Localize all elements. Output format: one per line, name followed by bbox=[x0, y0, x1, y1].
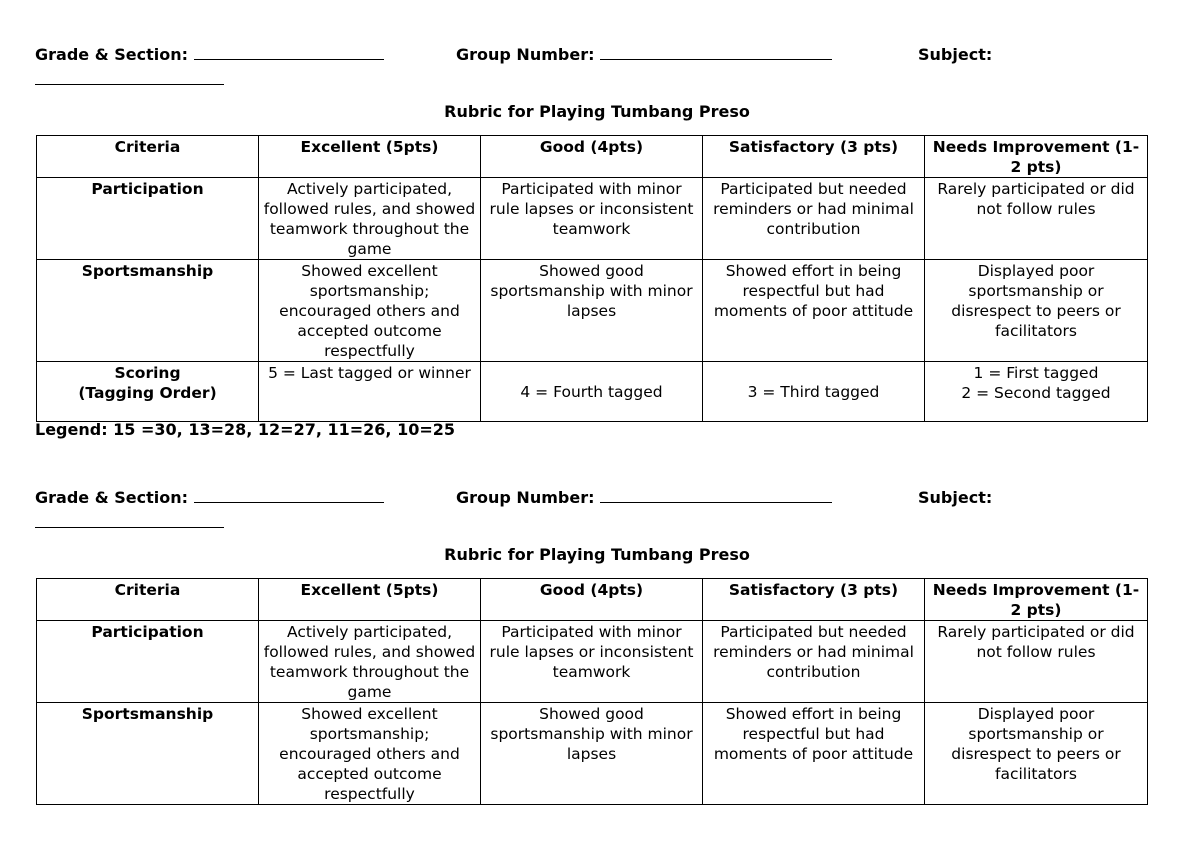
criteria-line: (Tagging Order) bbox=[78, 384, 217, 402]
column-header-excellent: Excellent (5pts) bbox=[259, 136, 481, 178]
needs-improvement-cell: Rarely participated or did not follow rules bbox=[925, 621, 1148, 703]
criteria-cell: Participation bbox=[37, 621, 259, 703]
criteria-cell: Participation bbox=[37, 178, 259, 260]
score-line: 2 = Second tagged bbox=[961, 384, 1111, 402]
excellent-cell: Showed excellent sportsmanship; encouraged others and accepted outcome respectfully bbox=[259, 703, 481, 805]
legend: Legend: 15 =30, 13=28, 12=27, 11=26, 10=25 bbox=[35, 420, 456, 439]
column-header-criteria: Criteria bbox=[37, 579, 259, 621]
rubric-title: Rubric for Playing Tumbang Preso bbox=[444, 102, 750, 121]
subject-field bbox=[918, 488, 992, 507]
needs-improvement-cell: Displayed poor sportsmanship or disrespect to peers or facilitators bbox=[925, 703, 1148, 805]
criteria-cell: Sportsmanship bbox=[37, 260, 259, 362]
good-cell: Showed good sportsmanship with minor lapses bbox=[481, 703, 703, 805]
grade-section-field bbox=[35, 45, 384, 64]
group-number-label: Group Number: bbox=[456, 488, 595, 507]
criteria-cell: Sportsmanship bbox=[37, 703, 259, 805]
satisfactory-cell: Showed effort in being respectful but had moments of poor attitude bbox=[703, 260, 925, 362]
satisfactory-cell: Participated but needed reminders or had minimal contribution bbox=[703, 621, 925, 703]
rubric-table bbox=[36, 578, 1148, 805]
table-header-row bbox=[37, 579, 1148, 621]
subject-blank[interactable] bbox=[35, 84, 224, 85]
grade-section-label: Grade & Section: bbox=[35, 488, 188, 507]
column-header-good: Good (4pts) bbox=[481, 579, 703, 621]
rubric-title: Rubric for Playing Tumbang Preso bbox=[444, 545, 750, 564]
column-header-satisfactory: Satisfactory (3 pts) bbox=[703, 136, 925, 178]
table-header-row bbox=[37, 136, 1148, 178]
group-number-label: Group Number: bbox=[456, 45, 595, 64]
column-header-satisfactory: Satisfactory (3 pts) bbox=[703, 579, 925, 621]
excellent-cell: 5 = Last tagged or winner bbox=[259, 362, 481, 422]
criteria-cell bbox=[37, 362, 259, 422]
rubric-table bbox=[36, 135, 1148, 422]
grade-section-field bbox=[35, 488, 384, 507]
table-row bbox=[37, 621, 1148, 703]
column-header-excellent: Excellent (5pts) bbox=[259, 579, 481, 621]
criteria-line: Scoring bbox=[114, 364, 181, 382]
header-fields bbox=[35, 45, 1165, 67]
group-number-field bbox=[456, 488, 832, 507]
table-row bbox=[37, 260, 1148, 362]
needs-improvement-cell: Displayed poor sportsmanship or disrespect to peers or facilitators bbox=[925, 260, 1148, 362]
column-header-criteria: Criteria bbox=[37, 136, 259, 178]
grade-section-blank[interactable] bbox=[194, 488, 384, 503]
subject-field bbox=[918, 45, 992, 64]
grade-section-blank[interactable] bbox=[194, 45, 384, 60]
good-cell: Showed good sportsmanship with minor lapses bbox=[481, 260, 703, 362]
needs-improvement-cell bbox=[925, 362, 1148, 422]
good-cell: Participated with minor rule lapses or inconsistent teamwork bbox=[481, 621, 703, 703]
group-number-field bbox=[456, 45, 832, 64]
satisfactory-cell: 3 = Third tagged bbox=[703, 362, 925, 422]
grade-section-label: Grade & Section: bbox=[35, 45, 188, 64]
column-header-needs-improvement: Needs Improvement (1-2 pts) bbox=[925, 579, 1148, 621]
good-cell: 4 = Fourth tagged bbox=[481, 362, 703, 422]
table-row bbox=[37, 178, 1148, 260]
score-line: 1 = First tagged bbox=[973, 364, 1099, 382]
table-row bbox=[37, 703, 1148, 805]
satisfactory-cell: Participated but needed reminders or had minimal contribution bbox=[703, 178, 925, 260]
column-header-good: Good (4pts) bbox=[481, 136, 703, 178]
good-cell: Participated with minor rule lapses or inconsistent teamwork bbox=[481, 178, 703, 260]
subject-label: Subject: bbox=[918, 45, 993, 64]
column-header-needs-improvement: Needs Improvement (1-2 pts) bbox=[925, 136, 1148, 178]
subject-blank[interactable] bbox=[35, 527, 224, 528]
excellent-cell: Actively participated, followed rules, and showed teamwork throughout the game bbox=[259, 621, 481, 703]
group-number-blank[interactable] bbox=[600, 488, 832, 503]
header-fields bbox=[35, 488, 1165, 510]
excellent-cell: Showed excellent sportsmanship; encouraged others and accepted outcome respectfully bbox=[259, 260, 481, 362]
satisfactory-cell: Showed effort in being respectful but had moments of poor attitude bbox=[703, 703, 925, 805]
excellent-cell: Actively participated, followed rules, and showed teamwork throughout the game bbox=[259, 178, 481, 260]
table-row bbox=[37, 362, 1148, 422]
needs-improvement-cell: Rarely participated or did not follow rules bbox=[925, 178, 1148, 260]
group-number-blank[interactable] bbox=[600, 45, 832, 60]
subject-label: Subject: bbox=[918, 488, 993, 507]
